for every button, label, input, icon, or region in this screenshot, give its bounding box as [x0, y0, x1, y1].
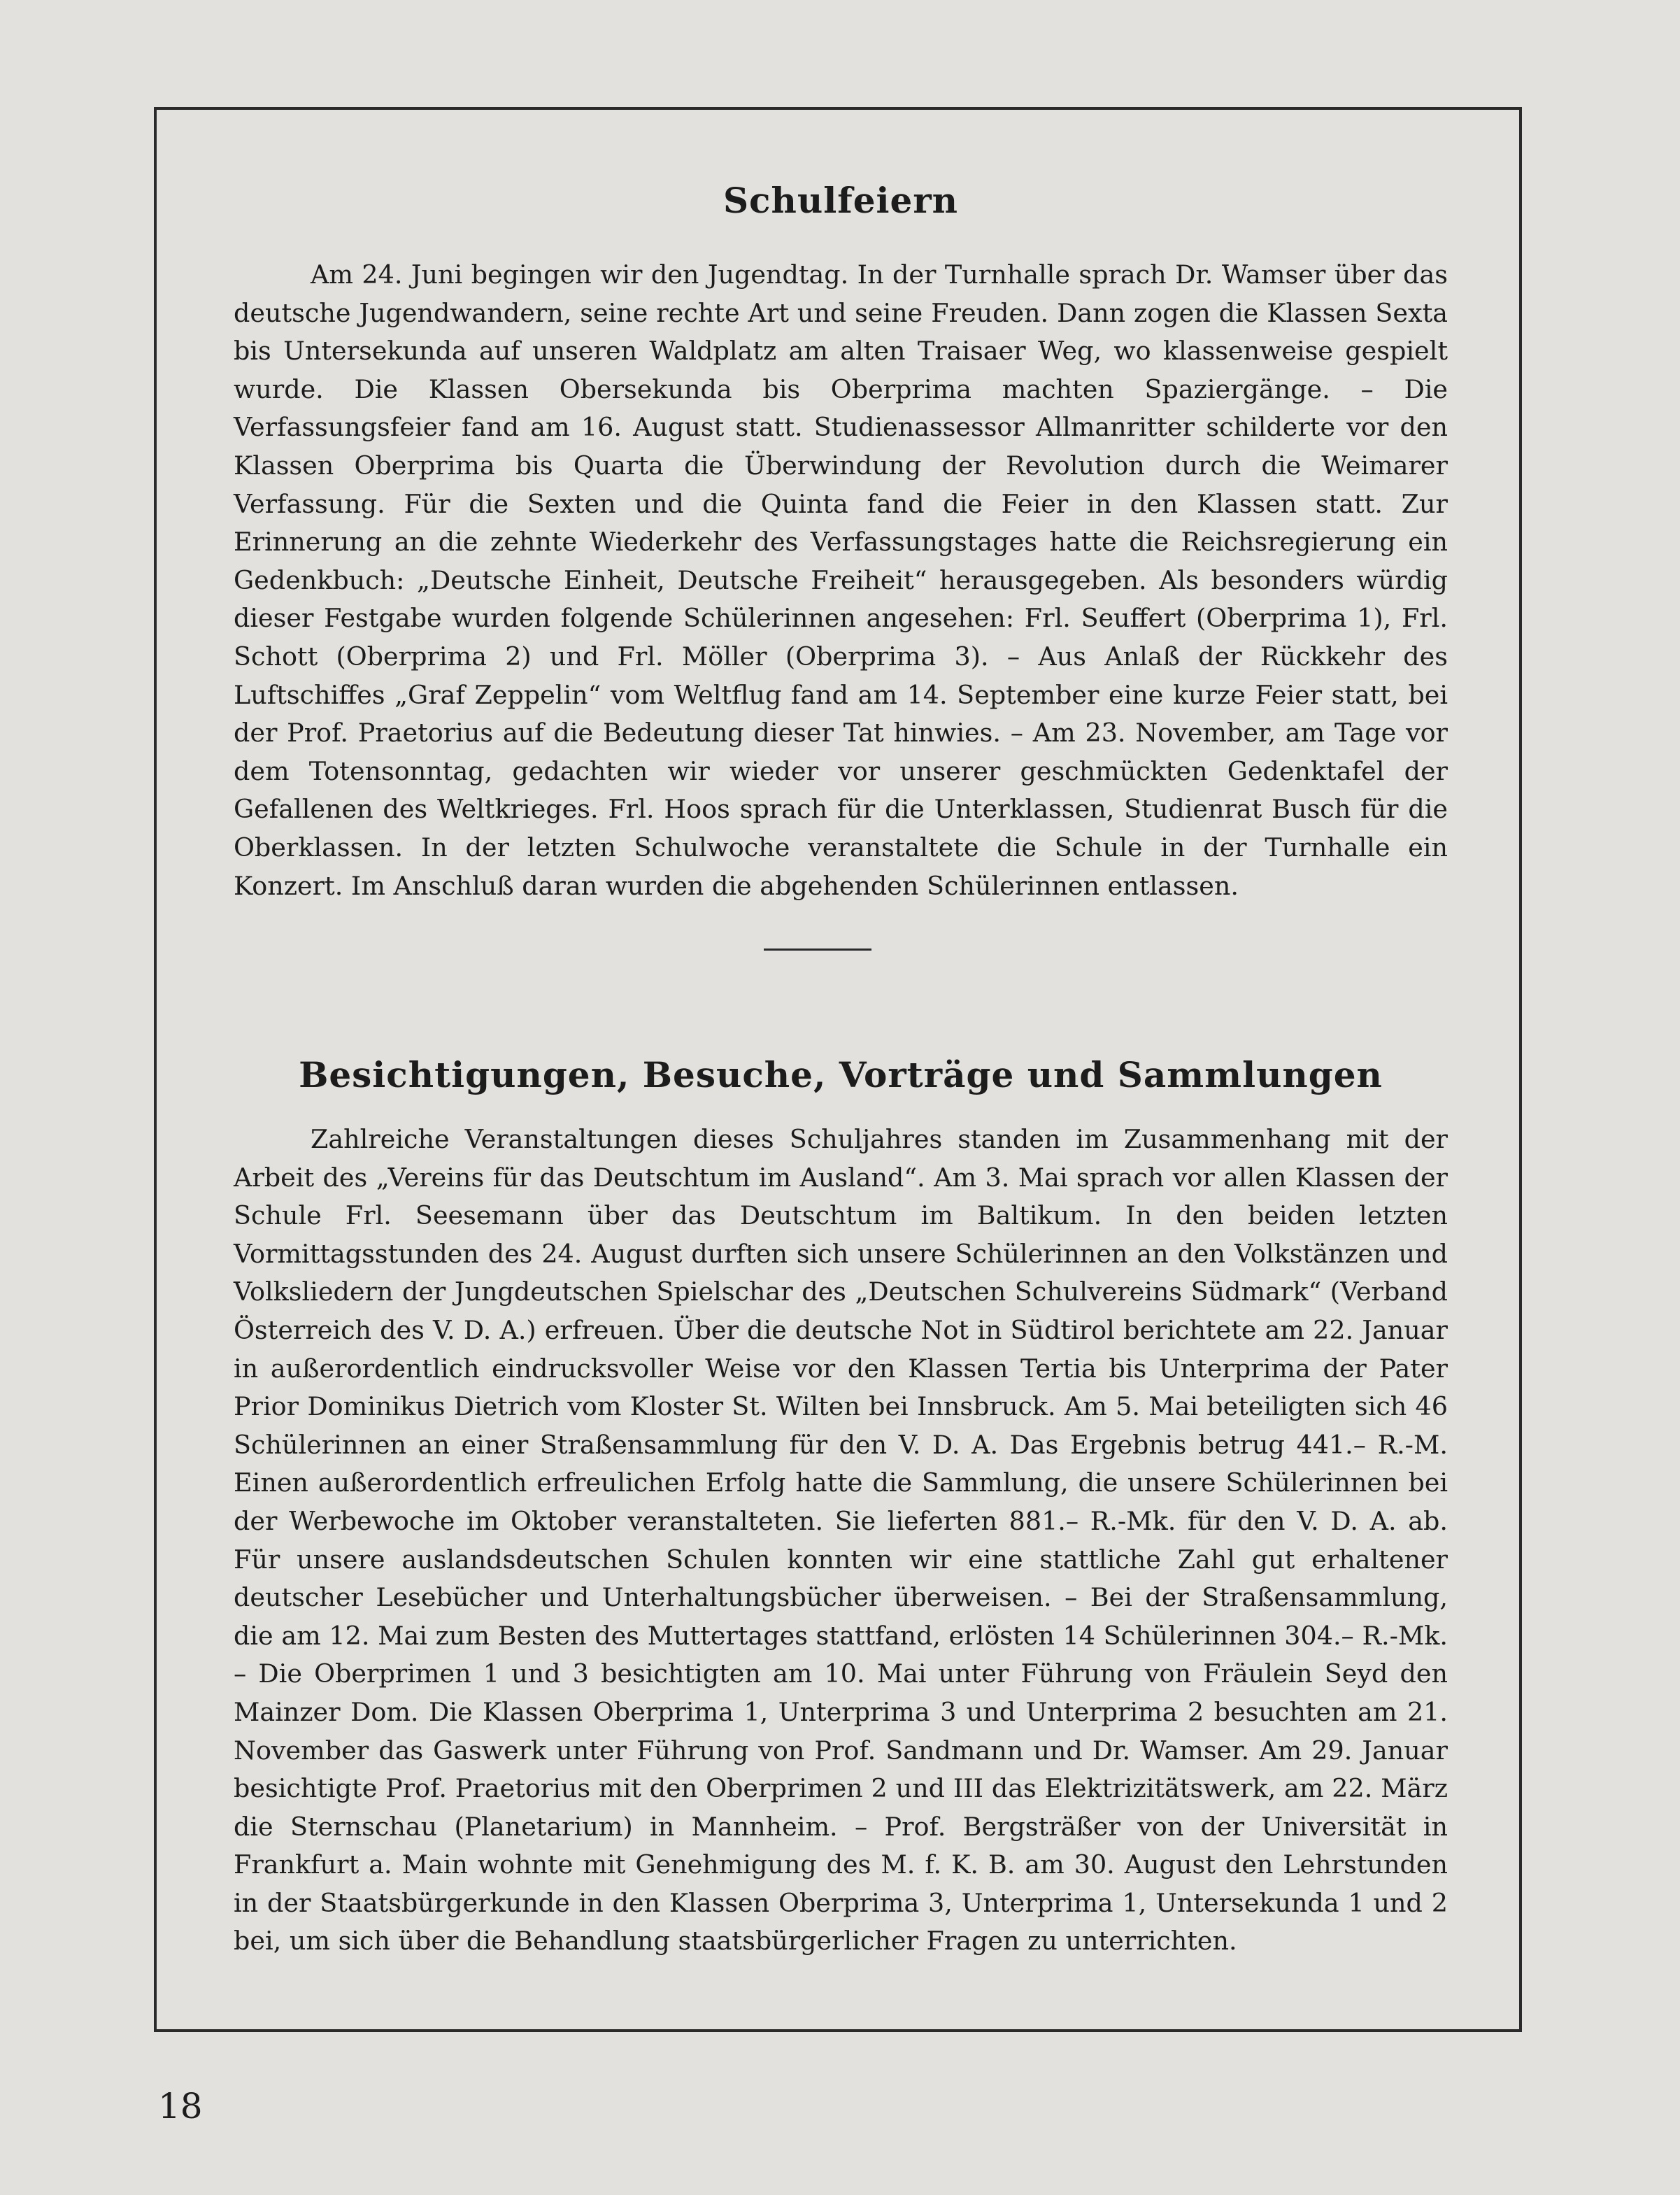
page-number: 18: [158, 2086, 203, 2126]
section-heading: Schulfeiern: [722, 180, 959, 221]
section-paragraph: Am 24. Juni begingen wir den Jugendtag. In der Turnhalle sprach Dr. Wamser über das deutsche Jugendwandern, seine rechte Art und seine Freuden. Dann zogen die Klassen Sexta bis Untersekunda auf unseren Waldplatz am alten Traisaer Weg, wo klassenweise gespielt wurde. Die Klassen Obersekunda bis Oberprima machten Spaziergänge. – Die Verfassungsfeier fand am 16. August statt. Studienassessor Allmanritter schilderte vor den Klassen Oberprima bis Quarta die Überwindung der Revolution durch die Weimarer Verfassung. Für die Sexten und die Quinta fand die Feier in den Klassen statt. Zur Erinnerung an die zehnte Wiederkehr des Verfassungstages hatte die Reichsregierung ein Gedenkbuch: „Deutsche Einheit, Deutsche Freiheit“ herausgegeben. Als besonders würdig dieser Festgabe wurden folgende Schülerinnen angesehen: Frl. Seuffert (Oberprima 1), Frl. Schott (Oberprima 2) und Frl. Möller (Oberprima 3). – Aus Anlaß der Rückkehr des Luftschiffes „Graf Zeppelin“ vom Weltflug fand am 14. September eine kurze Feier statt, bei der Prof. Praetorius auf die Bedeutung dieser Tat hinwies. – Am 23. November, am Tage vor dem Totensonntag, gedachten wir wieder vor unserer geschmückten Gedenktafel der Gefallenen des Weltkrieges. Frl. Hoos sprach für die Unterklassen, Studienrat Busch für die Oberklassen. In der letzten Schulwoche veranstaltete die Schule in der Turnhalle ein Konzert. Im Anschluß daran wurden die abgehenden Schülerinnen entlassen.: [234, 260, 1448, 901]
page-frame: [154, 107, 1522, 2032]
section-besichtigungen: [234, 1054, 1448, 1961]
section-heading: Besichtigungen, Besuche, Vorträge und Sammlungen: [299, 1054, 1383, 1095]
section-divider: [764, 949, 871, 951]
section-schulfeiern: [234, 180, 1448, 905]
section-paragraph: Zahlreiche Veranstaltungen dieses Schuljahres standen im Zusammenhang mit der Arbeit des „Vereins für das Deutschtum im Ausland“. Am 3. Mai sprach vor allen Klassen der Schule Frl. Seesemann über das Deutschtum im Baltikum. In den beiden letzten Vormittagsstunden des 24. August durften sich unsere Schülerinnen an den Volkstänzen und Volksliedern der Jungdeutschen Spielschar des „Deutschen Schulvereins Südmark“ (Verband Österreich des V. D. A.) erfreuen. Über die deutsche Not in Südtirol berichtete am 22. Januar in außerordentlich eindrucksvoller Weise vor den Klassen Tertia bis Unterprima der Pater Prior Dominikus Dietrich vom Kloster St. Wilten bei Innsbruck. Am 5. Mai beteiligten sich 46 Schülerinnen an einer Straßensammlung für den V. D. A. Das Ergebnis betrug 441.– R.-M. Einen außerordentlich erfreulichen Erfolg hatte die Sammlung, die unsere Schülerinnen bei der Werbewoche im Oktober veranstalteten. Sie lieferten 881.– R.-Mk. für den V. D. A. ab. Für unsere auslandsdeutschen Schulen konnten wir eine stattliche Zahl gut erhaltener deutscher Lesebücher und Unterhaltungsbücher überweisen. – Bei der Straßensammlung, die am 12. Mai zum Besten des Muttertages stattfand, erlösten 14 Schülerinnen 304.– R.-Mk. – Die Oberprimen 1 und 3 besichtigten am 10. Mai unter Führung von Fräulein Seyd den Mainzer Dom. Die Klassen Oberprima 1, Unterprima 3 und Unterprima 2 besuchten am 21. November das Gaswerk unter Führung von Prof. Sandmann und Dr. Wamser. Am 29. Januar besichtigte Prof. Praetorius mit den Oberprimen 2 und III das Elektrizitätswerk, am 22. März die Sternschau (Planetarium) in Mannheim. – Prof. Bergsträßer von der Universität in Frankfurt a. Main wohnte mit Genehmigung des M. f. K. B. am 30. August den Lehrstunden in der Staatsbürgerkunde in den Klassen Oberprima 3, Unterprima 1, Untersekunda 1 und 2 bei, um sich über die Behandlung staatsbürgerlicher Fragen zu unterrichten.: [234, 1124, 1448, 1956]
